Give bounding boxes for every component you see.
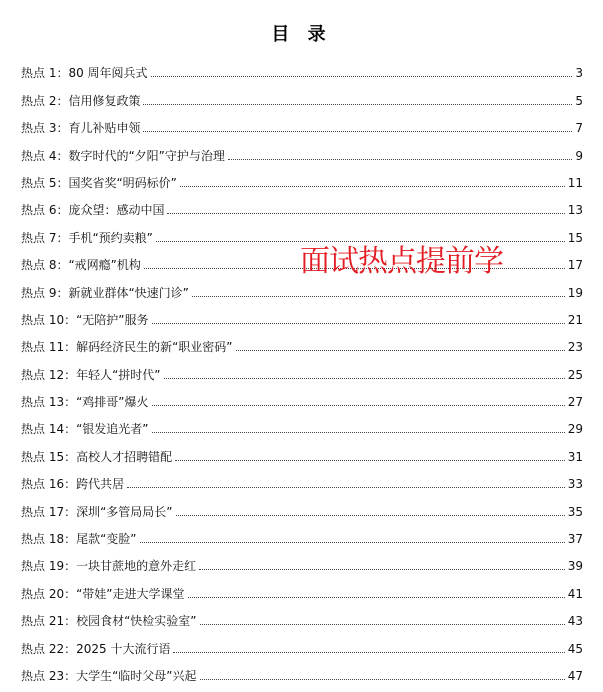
toc-leader-dots (152, 322, 565, 324)
toc-leader-dots (173, 651, 564, 653)
toc-list (21, 54, 583, 684)
toc-entry-label: 热点 18：尾款“变脸” (21, 532, 137, 547)
toc-entry-label: 热点 10：“无陪护”服务 (21, 312, 149, 327)
toc-entry[interactable] (21, 54, 583, 81)
toc-entry-label: 热点 4：数字时代的“夕阳”守护与治理 (21, 148, 225, 163)
toc-entry[interactable] (21, 328, 583, 355)
toc-entry[interactable] (21, 301, 583, 328)
toc-leader-dots (180, 185, 565, 187)
toc-entry-label: 热点 23：大学生“临时父母”兴起 (21, 668, 197, 683)
toc-leader-dots (200, 678, 565, 680)
toc-leader-dots (199, 568, 565, 570)
toc-entry[interactable] (21, 109, 583, 136)
toc-entry-label: 热点 20：“带娃”走进大学课堂 (21, 586, 185, 601)
toc-entry-label: 热点 1：80 周年阅兵式 (21, 66, 148, 81)
toc-leader-dots (143, 103, 572, 105)
toc-leader-dots (143, 130, 572, 132)
toc-entry-label: 热点 16：跨代共居 (21, 477, 125, 492)
toc-entry[interactable] (21, 164, 583, 191)
toc-entry-page: 15 (567, 230, 583, 245)
toc-entry-page: 21 (567, 312, 583, 327)
toc-entry-page: 45 (567, 641, 583, 656)
toc-entry-page: 17 (567, 258, 583, 273)
toc-entry-label: 热点 14：“银发追光者” (21, 422, 149, 437)
toc-entry-page: 35 (567, 504, 583, 519)
toc-entry-label: 热点 19：一块甘蔗地的意外走红 (21, 559, 197, 574)
toc-entry-page: 37 (567, 532, 583, 547)
toc-entry-label: 热点 15：高校人才招聘错配 (21, 449, 173, 464)
toc-entry-page: 23 (567, 340, 583, 355)
toc-leader-dots (176, 514, 565, 516)
toc-leader-dots (152, 431, 565, 433)
toc-entry[interactable] (21, 547, 583, 574)
toc-entry[interactable] (21, 492, 583, 519)
toc-entry-label: 热点 17：深圳“多管局局长” (21, 504, 173, 519)
toc-entry-label: 热点 8：“戒网瘾”机构 (21, 258, 141, 273)
toc-entry[interactable] (21, 136, 583, 163)
watermark-text: 面试热点提前学 (300, 244, 503, 279)
toc-entry-page: 9 (575, 148, 583, 163)
toc-title: 目 录 (271, 24, 332, 45)
toc-entry-label: 热点 12：年轻人“拼时代” (21, 367, 161, 382)
toc-entry[interactable] (21, 520, 583, 547)
toc-entry-label: 热点 22：2025 十大流行语 (21, 641, 171, 656)
toc-leader-dots (127, 486, 565, 488)
toc-leader-dots (152, 404, 565, 406)
toc-entry-page: 7 (575, 121, 583, 136)
toc-entry[interactable] (21, 383, 583, 410)
toc-leader-dots (156, 240, 565, 242)
toc-entry[interactable] (21, 465, 583, 492)
toc-entry-label: 热点 21：校园食材“快检实验室” (21, 614, 197, 629)
toc-entry-page: 41 (567, 586, 583, 601)
toc-leader-dots (164, 377, 565, 379)
toc-entry-page: 29 (567, 422, 583, 437)
toc-entry-page: 3 (575, 66, 583, 81)
toc-leader-dots (167, 212, 564, 214)
toc-entry[interactable] (21, 355, 583, 382)
toc-entry-page: 33 (567, 477, 583, 492)
toc-entry[interactable] (21, 602, 583, 629)
toc-entry-page: 13 (567, 203, 583, 218)
toc-entry-label: 热点 3：育儿补贴申领 (21, 121, 141, 136)
toc-entry-label: 热点 9：新就业群体“快速门诊” (21, 285, 189, 300)
toc-entry[interactable] (21, 437, 583, 464)
toc-entry[interactable] (21, 629, 583, 656)
toc-entry[interactable] (21, 574, 583, 601)
toc-entry-page: 5 (575, 93, 583, 108)
toc-leader-dots (151, 75, 573, 77)
toc-leader-dots (140, 541, 565, 543)
toc-entry-label: 热点 2：信用修复政策 (21, 93, 141, 108)
toc-leader-dots (228, 158, 572, 160)
toc-leader-dots (200, 623, 565, 625)
toc-entry-label: 热点 5：国奖省奖“明码标价” (21, 175, 177, 190)
toc-entry[interactable] (21, 657, 583, 684)
toc-entry-page: 25 (567, 367, 583, 382)
toc-entry-page: 11 (567, 175, 583, 190)
toc-entry[interactable] (21, 218, 583, 245)
toc-entry[interactable] (21, 191, 583, 218)
toc-entry-page: 47 (567, 668, 583, 683)
toc-entry-page: 31 (567, 449, 583, 464)
toc-entry-page: 19 (567, 285, 583, 300)
toc-entry-page: 27 (567, 395, 583, 410)
toc-leader-dots (188, 596, 565, 598)
toc-entry-page: 39 (567, 559, 583, 574)
toc-entry[interactable] (21, 81, 583, 108)
toc-entry-label: 热点 11：解码经济民生的新“职业密码” (21, 340, 233, 355)
toc-entry-label: 热点 7：手机“预约卖粮” (21, 230, 153, 245)
toc-leader-dots (175, 459, 565, 461)
toc-entry-page: 43 (567, 614, 583, 629)
toc-leader-dots (236, 349, 565, 351)
toc-entry-label: 热点 6：庞众望：感动中国 (21, 203, 165, 218)
toc-entry[interactable] (21, 410, 583, 437)
toc-leader-dots (192, 295, 565, 297)
toc-entry-label: 热点 13：“鸡排哥”爆火 (21, 395, 149, 410)
